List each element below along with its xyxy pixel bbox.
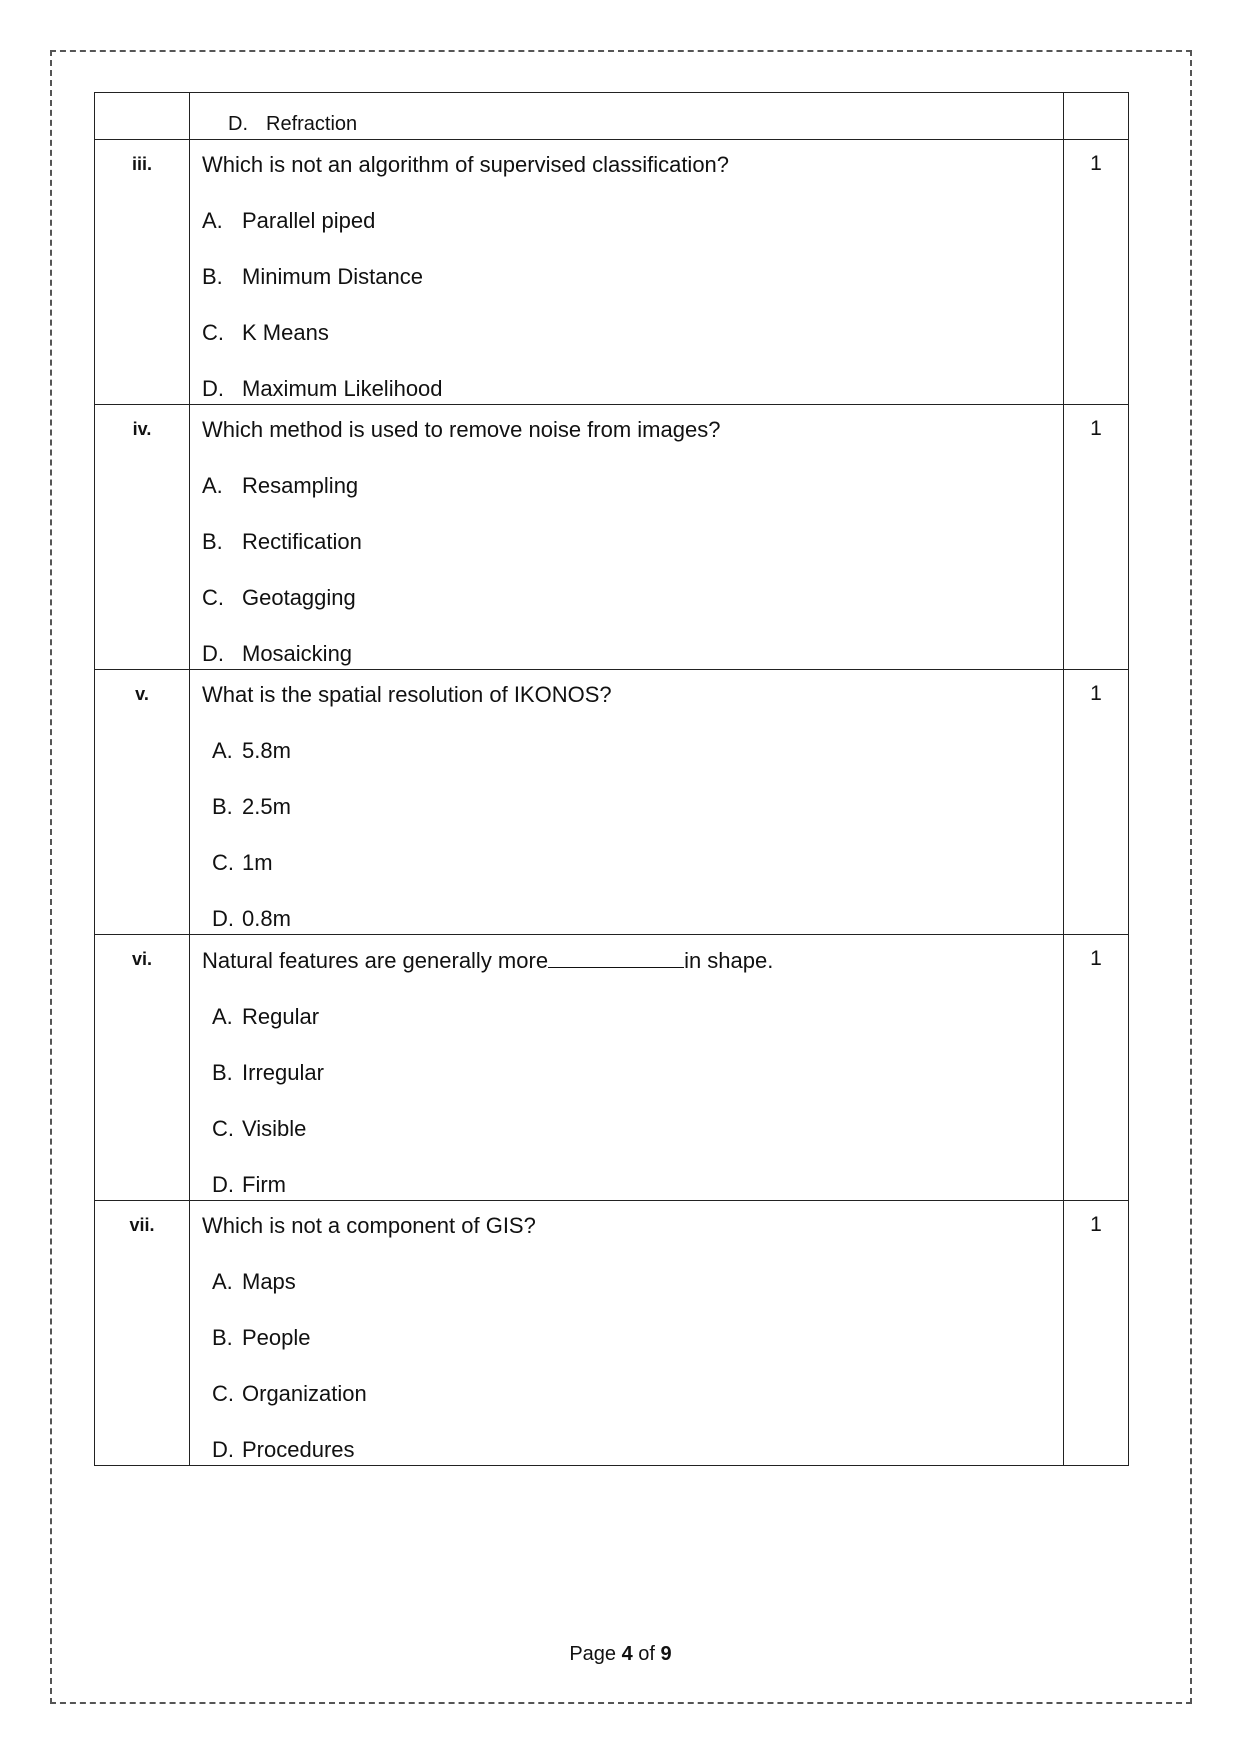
page-label: Page: [569, 1643, 617, 1665]
page-of-label: of: [638, 1643, 655, 1665]
option-a: [202, 1267, 1063, 1297]
option-letter: C.: [212, 850, 234, 875]
option-text: Maximum Likelihood: [242, 376, 443, 401]
option-text: Firm: [242, 1172, 286, 1197]
option-d: [202, 374, 1063, 404]
option-text: Irregular: [242, 1060, 324, 1085]
option-letter: B.: [212, 794, 233, 819]
option-letter: A.: [212, 1004, 233, 1029]
marks-value: 1: [1064, 1201, 1129, 1466]
question-text-before: Natural features are generally more: [202, 948, 549, 973]
option-c: [202, 848, 1063, 878]
question-text: What is the spatial resolution of IKONOS?: [202, 682, 612, 707]
option-text: People: [242, 1325, 311, 1350]
question-text-after: in shape.: [684, 948, 774, 973]
option-text: K Means: [242, 320, 329, 345]
option-letter: C.: [202, 585, 224, 610]
option-letter: D.: [212, 906, 234, 931]
option-d: [228, 111, 1063, 137]
question-row-iv: [95, 405, 1129, 670]
option-a: [202, 206, 1063, 236]
option-b: [202, 527, 1063, 557]
question-text: Which is not an algorithm of supervised classification?: [202, 152, 730, 177]
option-letter: D.: [212, 1437, 234, 1462]
option-letter: C.: [212, 1381, 234, 1406]
option-text: Geotagging: [242, 585, 356, 610]
marks-value: 1: [1064, 405, 1129, 670]
option-text: Resampling: [242, 473, 359, 498]
option-a: [202, 736, 1063, 766]
option-c: [202, 1114, 1063, 1144]
continued-row: [95, 93, 1129, 140]
option-letter: D.: [212, 1172, 234, 1197]
question-content: [190, 93, 1064, 140]
question-row-vii: [95, 1201, 1129, 1466]
question-number: iv.: [95, 405, 190, 670]
option-text: Procedures: [242, 1437, 355, 1462]
marks-value: 1: [1064, 935, 1129, 1201]
total-page-count: 9: [660, 1643, 672, 1665]
option-d: [202, 1170, 1063, 1200]
option-text: Parallel piped: [242, 208, 376, 233]
option-b: [202, 1058, 1063, 1088]
option-letter: C.: [212, 1116, 234, 1141]
option-text: 1m: [242, 850, 273, 875]
option-letter: C.: [202, 320, 224, 345]
marks-cell: [1064, 93, 1129, 140]
option-c: [202, 1379, 1063, 1409]
option-d: [202, 904, 1063, 934]
option-text: Organization: [242, 1381, 367, 1406]
page-footer: [0, 1643, 1241, 1666]
option-a: [202, 471, 1063, 501]
question-row-v: [95, 670, 1129, 935]
option-letter: D.: [228, 113, 248, 135]
option-text: Refraction: [266, 113, 358, 135]
question-table: [94, 92, 1129, 1466]
option-letter: A.: [212, 738, 233, 763]
option-text: Rectification: [242, 529, 362, 554]
question-text: [202, 945, 1063, 976]
option-c: [202, 583, 1063, 613]
option-b: [202, 1323, 1063, 1353]
option-letter: D.: [202, 641, 224, 666]
option-d: [202, 1435, 1063, 1465]
question-text: Which method is used to remove noise from images?: [202, 417, 721, 442]
option-c: [202, 318, 1063, 348]
option-b: [202, 792, 1063, 822]
option-text: 5.8m: [242, 738, 291, 763]
option-letter: B.: [212, 1325, 233, 1350]
option-d: [202, 639, 1063, 669]
option-letter: A.: [202, 208, 223, 233]
question-text: Which is not a component of GIS?: [202, 1213, 536, 1238]
option-letter: B.: [202, 264, 223, 289]
question-row-vi: [95, 935, 1129, 1201]
option-a: [202, 1002, 1063, 1032]
question-row-iii: [95, 140, 1129, 405]
marks-value: 1: [1064, 140, 1129, 405]
question-number-cell: [95, 93, 190, 140]
option-text: 2.5m: [242, 794, 291, 819]
option-text: Minimum Distance: [242, 264, 423, 289]
question-content: [190, 670, 1064, 935]
option-text: Visible: [242, 1116, 307, 1141]
question-content: [190, 935, 1064, 1201]
question-number: v.: [95, 670, 190, 935]
fill-in-blank: [548, 945, 684, 968]
option-letter: D.: [202, 376, 224, 401]
question-number: vi.: [95, 935, 190, 1201]
option-letter: A.: [202, 473, 223, 498]
option-text: Maps: [242, 1269, 296, 1294]
option-text: Mosaicking: [242, 641, 353, 666]
question-content: [190, 405, 1064, 670]
option-text: 0.8m: [242, 906, 291, 931]
option-text: Regular: [242, 1004, 320, 1029]
question-number: vii.: [95, 1201, 190, 1466]
current-page-number: 4: [621, 1643, 633, 1665]
option-letter: B.: [202, 529, 223, 554]
marks-value: 1: [1064, 670, 1129, 935]
question-content: [190, 1201, 1064, 1466]
option-b: [202, 262, 1063, 292]
option-letter: B.: [212, 1060, 233, 1085]
question-number: iii.: [95, 140, 190, 405]
question-content: [190, 140, 1064, 405]
option-letter: A.: [212, 1269, 233, 1294]
